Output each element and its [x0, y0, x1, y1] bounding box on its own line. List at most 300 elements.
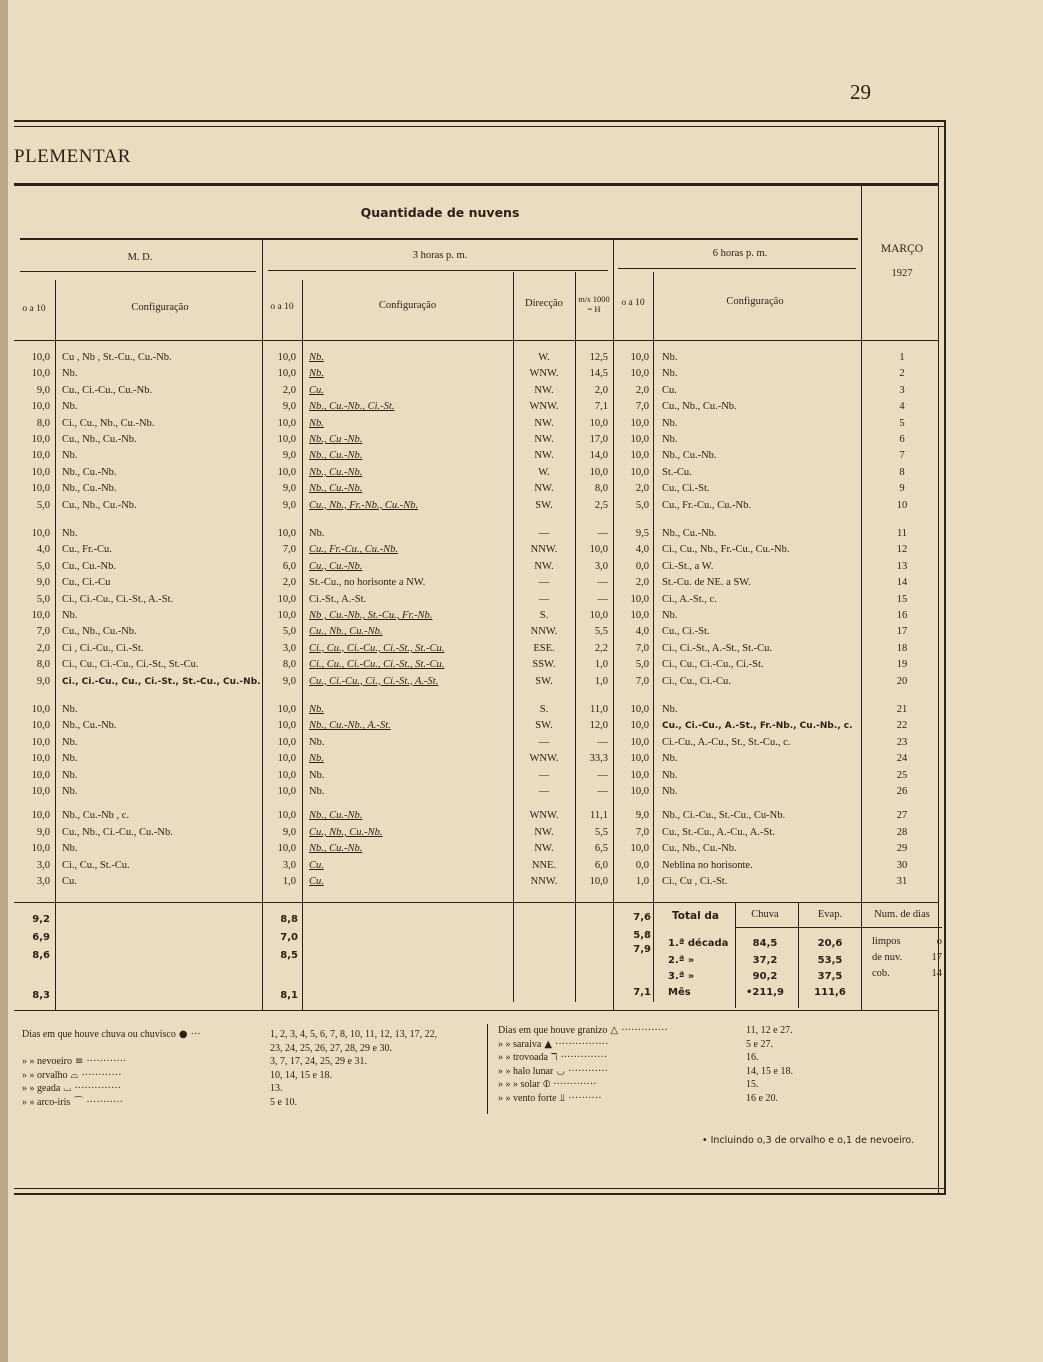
summary-evap: 37,5 [817, 971, 843, 982]
note-dots: ·············· [560, 1052, 608, 1063]
md-configuration: Nb. [62, 610, 78, 621]
p3-direction: NW. [534, 560, 554, 572]
p3-direction: — [538, 593, 550, 605]
p3-direction: SW. [535, 720, 553, 732]
p6-configuration: Ci.-Cu., A.-Cu., St., St.-Cu., c. [662, 736, 791, 748]
p6-configuration: Nb. [662, 753, 678, 765]
header-6pm-rule [618, 268, 856, 269]
header-3pm-rule [268, 270, 608, 271]
p3-quantity: 10,0 [277, 704, 296, 715]
p3-speed: — [597, 786, 608, 797]
day-number: 16 [896, 610, 908, 621]
md-configuration: Nb., Cu.-Nb , c. [62, 810, 130, 822]
p3-direction: NW. [534, 450, 554, 462]
note-dots: ·········· [568, 1092, 602, 1104]
md-configuration: Nb., Cu.-Nb. [62, 483, 117, 495]
p3-quantity: 7,0 [282, 544, 296, 556]
p6-configuration: Cu., Fr.-Cu., Cu.-Nb. [662, 499, 751, 511]
p3-configuration: Nb., Cu.-Nb. [309, 843, 363, 855]
p3-direction: NW. [534, 843, 554, 855]
p3-direction: — [538, 528, 550, 539]
note-symbol: △ [610, 1025, 619, 1036]
day-number: 8 [899, 466, 905, 478]
note-symbol: ◡ [556, 1065, 565, 1077]
top-rule [14, 120, 946, 122]
note-days: 16 e 20. [746, 1092, 778, 1104]
p3-configuration: Nb. [309, 769, 325, 781]
md-configuration: Cu., Nb., Cu.-Nb. [62, 626, 137, 638]
p3-quantity: 10,0 [277, 610, 296, 621]
p3-quantity: 10,0 [277, 528, 296, 539]
p6-quantity: 5,0 [635, 659, 649, 671]
p3-configuration: Cu., Fr.-Cu., Cu.-Nb. [309, 544, 398, 556]
right-border [944, 120, 946, 1195]
p3-speed: 5,5 [594, 826, 608, 838]
md-quantity: 10,0 [31, 843, 50, 855]
md-quantity: 5,0 [36, 499, 50, 511]
p6-quantity: 7,0 [635, 826, 649, 838]
note-symbol: ⌴ [63, 1083, 72, 1094]
header-year: 1927 [891, 268, 913, 279]
md-quantity: 5,0 [36, 593, 50, 605]
chuva-header: Chuva [751, 909, 779, 920]
summary-row-label: Mês [668, 987, 691, 998]
p3-speed: 7,1 [594, 401, 608, 413]
md-quantity: 10,0 [31, 704, 50, 715]
note-dots: ··········· [86, 1096, 123, 1108]
note-symbol: ℸ [551, 1052, 558, 1063]
p6-configuration: Cu. [662, 384, 677, 396]
bottom-rule [14, 1188, 946, 1189]
summary-evap: 20,6 [817, 938, 843, 949]
p3-configuration: Nb. [309, 753, 324, 765]
note-symbol: ⫫ [559, 1092, 566, 1104]
md-configuration: Nb. [62, 769, 78, 781]
note-symbol: ● [178, 1029, 188, 1040]
md-configuration: Cu. [62, 876, 77, 887]
p6-configuration: Nb. [662, 704, 678, 715]
dias-label: cob. [872, 968, 890, 979]
p6-quantity: 7,0 [635, 675, 649, 687]
p3-quantity: 10,0 [277, 786, 296, 797]
md-configuration: Cu , Nb , St.-Cu., Cu.-Nb. [62, 352, 172, 363]
day-number: 27 [896, 810, 908, 822]
summary-row-label: 3.ª » [668, 971, 695, 982]
p6-quantity: 10,0 [630, 466, 649, 478]
p3-configuration: Nb , Cu.-Nb., St.-Cu., Fr.-Nb. [309, 610, 433, 621]
p3-speed: 2,0 [594, 384, 608, 396]
md-quantity: 10,0 [31, 720, 50, 732]
md-quantity: 10,0 [31, 528, 50, 539]
p6-quantity: 9,5 [635, 528, 649, 539]
p3-speed: — [597, 593, 608, 605]
p3-configuration: St.-Cu., no horisonte a NW. [309, 577, 426, 589]
day-number: 1 [899, 352, 905, 363]
p6-configuration: Nb. [662, 610, 678, 621]
header-3pm-speed: m/s 1000 = H [578, 294, 610, 314]
p3-quantity: 2,0 [282, 384, 296, 396]
p3-configuration: Nb., Cu.-Nb. [309, 483, 363, 495]
md-quantity: 10,0 [31, 810, 50, 822]
p3-direction: NNW. [530, 876, 558, 887]
md-configuration: Ci., Cu., St.-Cu. [62, 859, 130, 871]
p3-direction: — [538, 769, 550, 781]
p6-configuration: Cu., St.-Cu., A.-Cu., A.-St. [662, 826, 775, 838]
day-number: 22 [896, 720, 908, 732]
note-dots: ············ [86, 1056, 127, 1067]
note-symbol: ⌒ [73, 1096, 84, 1108]
p3-quantity: 5,0 [282, 626, 296, 638]
p3-speed: 11,1 [590, 810, 608, 822]
md-quantity: 10,0 [31, 786, 50, 797]
p3-direction: WNW. [529, 753, 559, 765]
p3-speed: 10,0 [589, 466, 608, 478]
summary-chuva: •211,9 [745, 987, 785, 998]
note-symbol: ⌓ [70, 1069, 79, 1081]
note-dots: ·············· [621, 1025, 668, 1036]
bottom-rule-2 [14, 1193, 946, 1195]
md-quantity: 10,0 [31, 466, 50, 478]
note-label: » » orvalho [22, 1069, 68, 1081]
note-line [498, 1078, 597, 1092]
md-configuration: Nb. [62, 786, 78, 797]
dias-label: limpos [872, 936, 901, 947]
day-number: 24 [896, 753, 908, 765]
p6-quantity: 2,0 [635, 483, 649, 495]
p3-configuration: Cu. [309, 876, 324, 887]
p6-quantity: 9,0 [635, 810, 649, 822]
header-6pm-scale: o a 10 [621, 298, 645, 308]
summary-line [862, 927, 942, 928]
p6-configuration: Nb., Cu.-Nb. [662, 528, 717, 539]
p6-quantity: 10,0 [630, 417, 649, 429]
num-dias-header: Num. de dias [874, 909, 930, 920]
p6-quantity: 4,0 [635, 544, 649, 556]
p6-quantity: 10,0 [630, 843, 649, 855]
p6-summary-value: 7,1 [633, 987, 651, 998]
p3-speed: 6,5 [594, 843, 608, 855]
p6-quantity: 10,0 [630, 610, 649, 621]
p3-direction: SW. [535, 675, 553, 687]
p3-direction: SW. [535, 499, 553, 511]
note-days: 5 e 10. [270, 1096, 297, 1108]
note-label: » » vento forte [498, 1092, 557, 1104]
note-days: 1, 2, 3, 4, 5, 6, 7, 8, 10, 11, 12, 13, 17, 22, [270, 1029, 438, 1040]
p6-quantity: 7,0 [635, 642, 649, 654]
note-symbol: ▲ [544, 1038, 553, 1050]
col-sep-3pm-q [302, 280, 303, 1010]
col-sep-6pm-q [653, 272, 654, 1002]
p3-summary-value: 8,5 [280, 950, 298, 961]
p3-configuration: Nb. [309, 368, 324, 380]
note-line [498, 1051, 607, 1065]
p6-quantity: 1,0 [635, 876, 649, 887]
p3-quantity: 9,0 [282, 450, 296, 462]
md-quantity: 4,0 [36, 544, 50, 556]
p3-configuration: Cu., Nb., Cu.-Nb. [309, 626, 383, 638]
p3-quantity: 10,0 [277, 753, 296, 765]
p3-configuration: Nb. [309, 528, 325, 539]
p3-quantity: 1,0 [282, 876, 296, 887]
day-number: 26 [896, 786, 908, 797]
note-line [22, 1069, 121, 1083]
p3-speed: — [597, 577, 608, 589]
day-number: 3 [899, 384, 905, 396]
md-configuration: Ci , Ci.-Cu., Ci.-St. [62, 642, 144, 654]
p6-summary-value: 7,6 [633, 912, 651, 923]
note-dots: ··· [190, 1029, 201, 1040]
md-configuration: Cu., Nb., Cu.-Nb. [62, 499, 137, 511]
day-number: 9 [899, 483, 905, 495]
p6-quantity: 0,0 [635, 560, 649, 572]
md-quantity: 7,0 [36, 626, 50, 638]
p3-configuration: Ci., Cu., Ci.-Cu., Ci.-St., St.-Cu. [309, 642, 445, 654]
p3-quantity: 9,0 [282, 675, 296, 687]
md-configuration: Nb., Cu.-Nb. [62, 720, 117, 732]
md-configuration: Ci., Ci.-Cu., Ci.-St., A.-St. [62, 593, 174, 605]
note-line [498, 1038, 608, 1052]
p3-speed: — [597, 769, 608, 781]
p3-quantity: 10,0 [277, 466, 296, 478]
header-month: MARÇO [880, 243, 924, 255]
md-configuration: Nb., Cu.-Nb. [62, 466, 117, 478]
p3-configuration: Nb., Cu.-Nb. [309, 450, 363, 462]
p3-quantity: 10,0 [277, 434, 296, 445]
header-6pm-config: Configuração [726, 296, 784, 307]
p6-quantity: 10,0 [630, 786, 649, 797]
day-number: 2 [899, 368, 905, 380]
md-configuration: Nb. [62, 736, 78, 748]
note-days: 3, 7, 17, 24, 25, 29 e 31. [270, 1056, 367, 1067]
p6-configuration: Nb. [662, 417, 678, 429]
day-number: 20 [896, 675, 908, 687]
p6-configuration: Ci., Ci.-St., A.-St., St.-Cu. [662, 642, 772, 654]
note-label: » » saraiva [498, 1038, 542, 1050]
day-number: 30 [896, 859, 908, 871]
summary-bottom-rule [14, 1010, 938, 1011]
header-main-rule [20, 238, 858, 240]
col-sep-md-q [55, 280, 56, 1010]
day-number: 15 [896, 593, 908, 605]
p6-configuration: Nb. [662, 368, 678, 380]
p3-configuration: Nb. [309, 736, 325, 748]
day-number: 18 [896, 642, 908, 654]
day-number: 25 [896, 769, 908, 781]
p3-configuration: Nb., Cu.-Nb., Ci.-St. [309, 401, 395, 413]
p6-configuration: Ci., Cu , Ci.-St. [662, 876, 728, 887]
md-quantity: 9,0 [36, 384, 50, 396]
md-quantity: 10,0 [31, 736, 50, 748]
day-number: 31 [896, 876, 908, 887]
note-line [22, 1096, 123, 1110]
p3-quantity: 10,0 [277, 843, 296, 855]
p3-configuration: Nb., Cu.-Nb. [309, 810, 363, 822]
summary-line [735, 903, 736, 1008]
p3-direction: WNW. [529, 810, 559, 822]
dias-value: 17 [931, 952, 942, 963]
p3-quantity: 10,0 [277, 593, 296, 605]
note-label: » » arco-iris [22, 1096, 71, 1108]
summary-chuva: 37,2 [752, 955, 778, 966]
p3-direction: W. [538, 466, 550, 478]
header-md-scale: o a 10 [22, 304, 46, 314]
p6-quantity: 10,0 [630, 434, 649, 445]
md-configuration: Cu., Cu.-Nb. [62, 560, 116, 572]
p6-quantity: 5,0 [635, 499, 649, 511]
p6-quantity: 10,0 [630, 704, 649, 715]
md-quantity: 3,0 [36, 859, 50, 871]
note-days: 11, 12 e 27. [746, 1025, 793, 1036]
md-configuration: Cu., Nb., Ci.-Cu., Cu.-Nb. [62, 826, 173, 838]
p3-quantity: 3,0 [282, 859, 296, 871]
md-configuration: Cu., Fr.-Cu. [62, 544, 112, 556]
p3-direction: NNW. [530, 626, 558, 638]
note-days: 23, 24, 25, 26, 27, 28, 29 e 30. [270, 1042, 392, 1054]
p6-quantity: 7,0 [635, 401, 649, 413]
p3-summary-value: 8,1 [280, 990, 298, 1001]
header-bottom-rule [14, 340, 938, 341]
day-number: 10 [896, 499, 908, 511]
summary-line [735, 927, 861, 928]
md-quantity: 2,0 [36, 642, 50, 654]
md-summary-value: 9,2 [32, 914, 50, 925]
note-dots: ············ [568, 1065, 608, 1077]
summary-evap: 53,5 [817, 955, 843, 966]
p3-direction: WNW. [529, 401, 559, 413]
md-quantity: 10,0 [31, 401, 50, 413]
md-configuration: Nb. [62, 753, 78, 765]
note-days: 5 e 27. [746, 1038, 773, 1050]
note-line [498, 1065, 608, 1079]
p3-speed: — [597, 736, 608, 748]
day-number: 29 [896, 843, 908, 855]
md-configuration: Nb. [62, 843, 78, 855]
p6-configuration: St.-Cu. [662, 466, 692, 478]
note-label: » » » solar [498, 1079, 540, 1090]
top-rule-2 [14, 126, 946, 127]
p3-speed: 2,5 [594, 499, 608, 511]
note-symbol: ⦶ [542, 1079, 551, 1090]
p6-configuration: St.-Cu. de NE. a SW. [662, 577, 751, 589]
p3-speed: 10,0 [589, 544, 608, 556]
p3-configuration: Cu., Nb., Fr.-Nb., Cu.-Nb. [309, 499, 419, 511]
summary-line [798, 903, 799, 1008]
summary-row-label: 1.ª década [668, 938, 729, 949]
p3-quantity: 10,0 [277, 417, 296, 429]
note-label: Dias em que houve granizo [498, 1025, 608, 1036]
header-3pm-scale: o a 10 [270, 302, 294, 312]
p3-quantity: 10,0 [277, 736, 296, 748]
summary-top-rule [14, 902, 938, 903]
p6-quantity: 2,0 [635, 577, 649, 589]
md-quantity: 10,0 [31, 769, 50, 781]
p6-quantity: 2,0 [635, 384, 649, 396]
p6-configuration: Nb. [662, 786, 678, 797]
p6-configuration: Ci., Cu., Nb., Fr.-Cu., Cu.-Nb. [662, 544, 790, 556]
p3-direction: WNW. [529, 368, 559, 380]
p3-direction: NW. [534, 483, 554, 495]
note-dots: ············· [553, 1079, 597, 1090]
p3-configuration: Cu., Cu.-Nb. [309, 560, 363, 572]
day-number: 5 [899, 417, 905, 429]
p3-direction: — [538, 786, 550, 797]
md-configuration: Nb. [62, 450, 78, 462]
note-days: 16. [746, 1052, 759, 1063]
p3-speed: 6,0 [594, 859, 608, 871]
day-number: 23 [896, 736, 908, 748]
header-6pm: 6 horas p. m. [712, 248, 768, 259]
p3-configuration: Nb., Cu.-Nb., A.-St. [309, 720, 391, 732]
md-quantity: 10,0 [31, 434, 50, 445]
p3-speed: 12,5 [589, 352, 608, 363]
day-number: 7 [899, 450, 905, 462]
note-dots: ·············· [74, 1083, 121, 1094]
p3-direction: SSW. [532, 659, 556, 671]
p3-speed: — [597, 528, 608, 539]
p6-configuration: Nb. [662, 769, 678, 781]
p6-configuration: Nb., Cu.-Nb. [662, 450, 717, 462]
total-label: Total da [672, 910, 719, 922]
md-quantity: 8,0 [36, 417, 50, 429]
dias-value: 14 [931, 968, 942, 979]
p6-configuration: Cu., Ci.-St. [662, 626, 710, 638]
note-days: 15. [746, 1079, 759, 1090]
summary-evap: 111,6 [814, 987, 846, 998]
note-line [22, 1055, 126, 1069]
md-quantity: 9,0 [36, 675, 50, 687]
day-number: 17 [896, 626, 908, 638]
note-label: » » trovoada [498, 1052, 548, 1063]
p3-quantity: 9,0 [282, 499, 296, 511]
note-days: 10, 14, 15 e 18. [270, 1069, 332, 1081]
p3-speed: 14,5 [589, 368, 608, 380]
p6-configuration: Nb. [662, 352, 678, 363]
p3-configuration: Nb. [309, 786, 325, 797]
p3-configuration: Nb., Cu.-Nb. [309, 466, 363, 478]
header-3pm-direction: Direcção [525, 298, 563, 309]
day-number: 4 [899, 401, 905, 413]
note-label: Dias em que houve chuva ou chuvisco [22, 1029, 176, 1040]
p3-summary-value: 8,8 [280, 914, 298, 925]
p3-speed: 12,0 [589, 720, 608, 732]
p3-direction: NW. [534, 434, 554, 445]
md-quantity: 9,0 [36, 577, 50, 589]
p6-configuration: Cu., Ci.-St. [662, 483, 710, 495]
p3-summary-value: 7,0 [280, 932, 298, 943]
day-number: 28 [896, 826, 908, 838]
p3-direction: W. [538, 352, 550, 363]
p3-direction: S. [539, 704, 549, 715]
p6-quantity: 10,0 [630, 753, 649, 765]
p3-speed: 1,0 [594, 659, 608, 671]
p3-configuration: Nb. [309, 417, 324, 429]
p6-summary-value: 7,9 [633, 944, 651, 955]
p3-speed: 1,0 [594, 675, 608, 687]
p3-quantity: 10,0 [277, 368, 296, 380]
note-label: » » halo lunar [498, 1065, 554, 1077]
note-line [22, 1082, 121, 1096]
p3-speed: 8,0 [594, 483, 608, 495]
note-days: 13. [270, 1083, 283, 1094]
page-number: 29 [850, 80, 871, 104]
md-configuration: Nb. [62, 368, 78, 380]
md-configuration: Ci., Cu., Nb., Cu.-Nb. [62, 417, 155, 429]
p6-quantity: 10,0 [630, 736, 649, 748]
md-configuration: Cu., Ci.-Cu [62, 577, 111, 589]
header-3pm: 3 horas p. m. [412, 250, 468, 261]
md-quantity: 8,0 [36, 659, 50, 671]
p6-quantity: 10,0 [630, 450, 649, 462]
